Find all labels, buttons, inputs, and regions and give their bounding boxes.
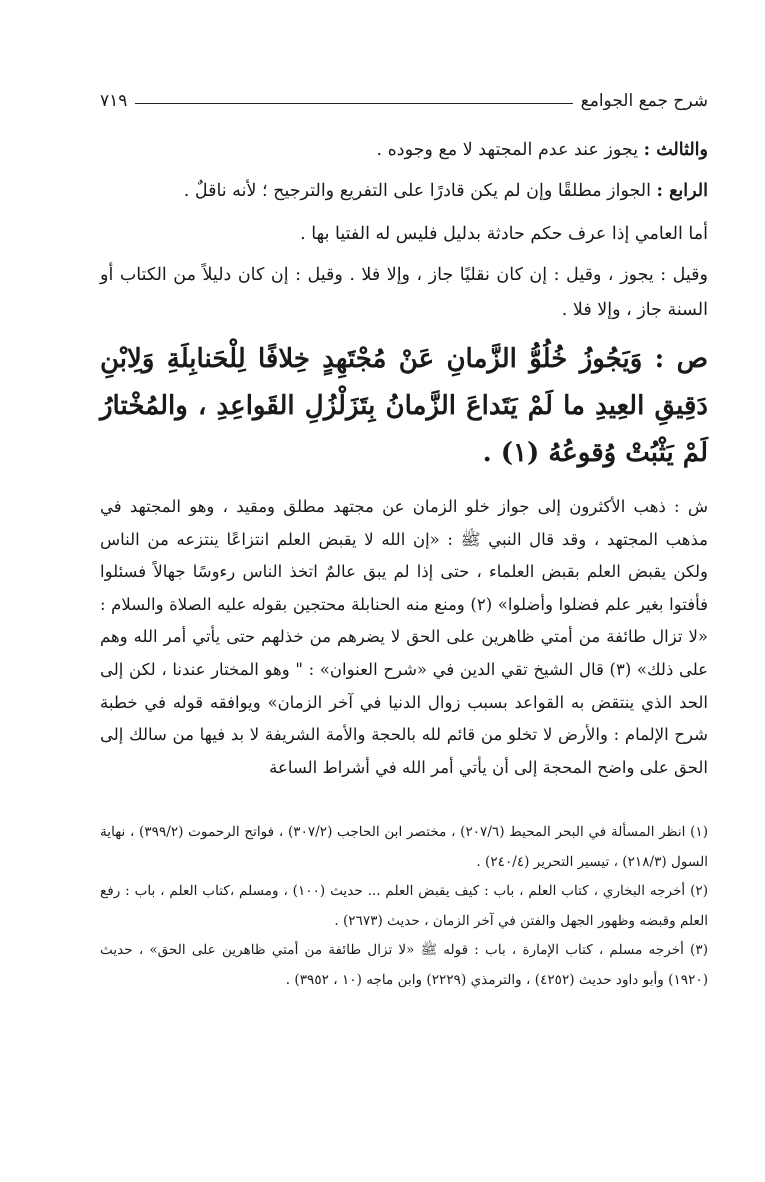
commentary-text: ش : ذهب الأكثرون إلى جواز خلو الزمان عن مجتهد مطلق ومقيد ، وهو المجتهد في مذهب المجتهد ، وقد قال النبي ﷺ : «إن الله لا يقبض العلم انتزاعًا ينتزعه من الناس ولكن يقبض العلم بقبض العلماء ، حتى إذا لم يبق عالمٌ اتخذ الناس رءوسًا جهالاً فسئلوا فأفتوا بغير علم فضلوا وأضلوا» (٢) ومنع منه الحنابلة محتجين بقوله عليه الصلاة والسلام : «لا تزال طائفة من أمتي ظاهرين على الحق لا يضرهم من خذلهم حتى يأتي أمر الله وهم على ذلك» (٣) قال الشيخ تقي الدين في «شرح العنوان» : " وهو المختار عندنا ، لكن إلى الحد الذي ينتقض به القواعد بسبب زوال الدنيا في آخر الزمان» ويوافقه قوله في خطبة شرح الإلمام : والأرض لا تخلو من قائم لله بالحجة والأمة الشريفة لا بد فيها من سالك إلى الحق على واضح المحجة إلى أن يأتي أمر الله في أشراط الساعة: [100, 497, 708, 777]
third-opinion-text: يجوز عند عدم المجتهد لا مع وجوده .: [376, 140, 644, 160]
footnotes: [100, 818, 708, 995]
layman-ruling: أما العامي إذا عرف حكم حادثة بدليل فليس له الفتيا بها .: [300, 224, 708, 244]
footnote-2: (٢) أخرجه البخاري ، كتاب العلم ، باب : كيف يقبض العلم ... حديث (١٠٠) ، ومسلم ،كتاب العلم ، باب : رفع العلم وقبضه وظهور الجهل والفتن في آخر الزمان ، حديث (٢٦٧٣) .: [100, 883, 708, 929]
third-opinion: [100, 131, 708, 170]
matn-text: ص : وَيَجُوزُ خُلُوُّ الزَّمانِ عَنْ مُجْتَهِدٍ خِلافًا لِلْحَنابِلَةِ وَلِابْنِ دَقِيقِ العِيدِ ما لَمْ يَتَداعَ الزَّمانُ بِتَزَلْزُلِ القَواعِدِ ، والمُخْتارُ لَمْ يَثْبُتْ وُقوعُهُ (١) .: [100, 344, 708, 468]
fourth-opinion-label: الرابع :: [656, 181, 708, 201]
footnote-1: (١) انظر المسألة في البحر المحيط (٢٠٧/٦) ، مختصر ابن الحاجب (٣٠٧/٢) ، فواتح الرحموت (٣٩٩/٢) ، نهاية السول (٢١٨/٣) ، تيسير التحرير (٢٤٠/٤) .: [100, 824, 708, 870]
other-opinions: وقيل : يجوز ، وقيل : إن كان نقليًا جاز ، وإلا فلا . وقيل : إن كان دليلاً من الكتاب أو السنة جاز ، وإلا فلا .: [100, 265, 708, 320]
book-page: [100, 88, 708, 995]
footnote-3: (٣) أخرجه مسلم ، كتاب الإمارة ، باب : قوله ﷺ «لا تزال طائفة من أمتي ظاهرين على الحق» ، حديث (١٩٢٠) وأبو داود حديث (٤٢٥٢) ، والترمذي (٢٢٢٩) وابن ماجه (١٠ ، ٣٩٥٢) .: [100, 942, 708, 988]
fourth-opinion: [100, 172, 708, 211]
third-opinion-label: والثالث :: [643, 140, 708, 160]
running-header: [100, 88, 708, 114]
page-number: ٧١٩: [100, 91, 128, 111]
header-rule: [135, 103, 572, 104]
running-title: شرح جمع الجوامع: [580, 91, 708, 111]
fourth-opinion-text: الجواز مطلقًا وإن لم يكن قادرًا على التفريع والترجيح ؛ لأنه ناقلٌ .: [183, 181, 657, 201]
